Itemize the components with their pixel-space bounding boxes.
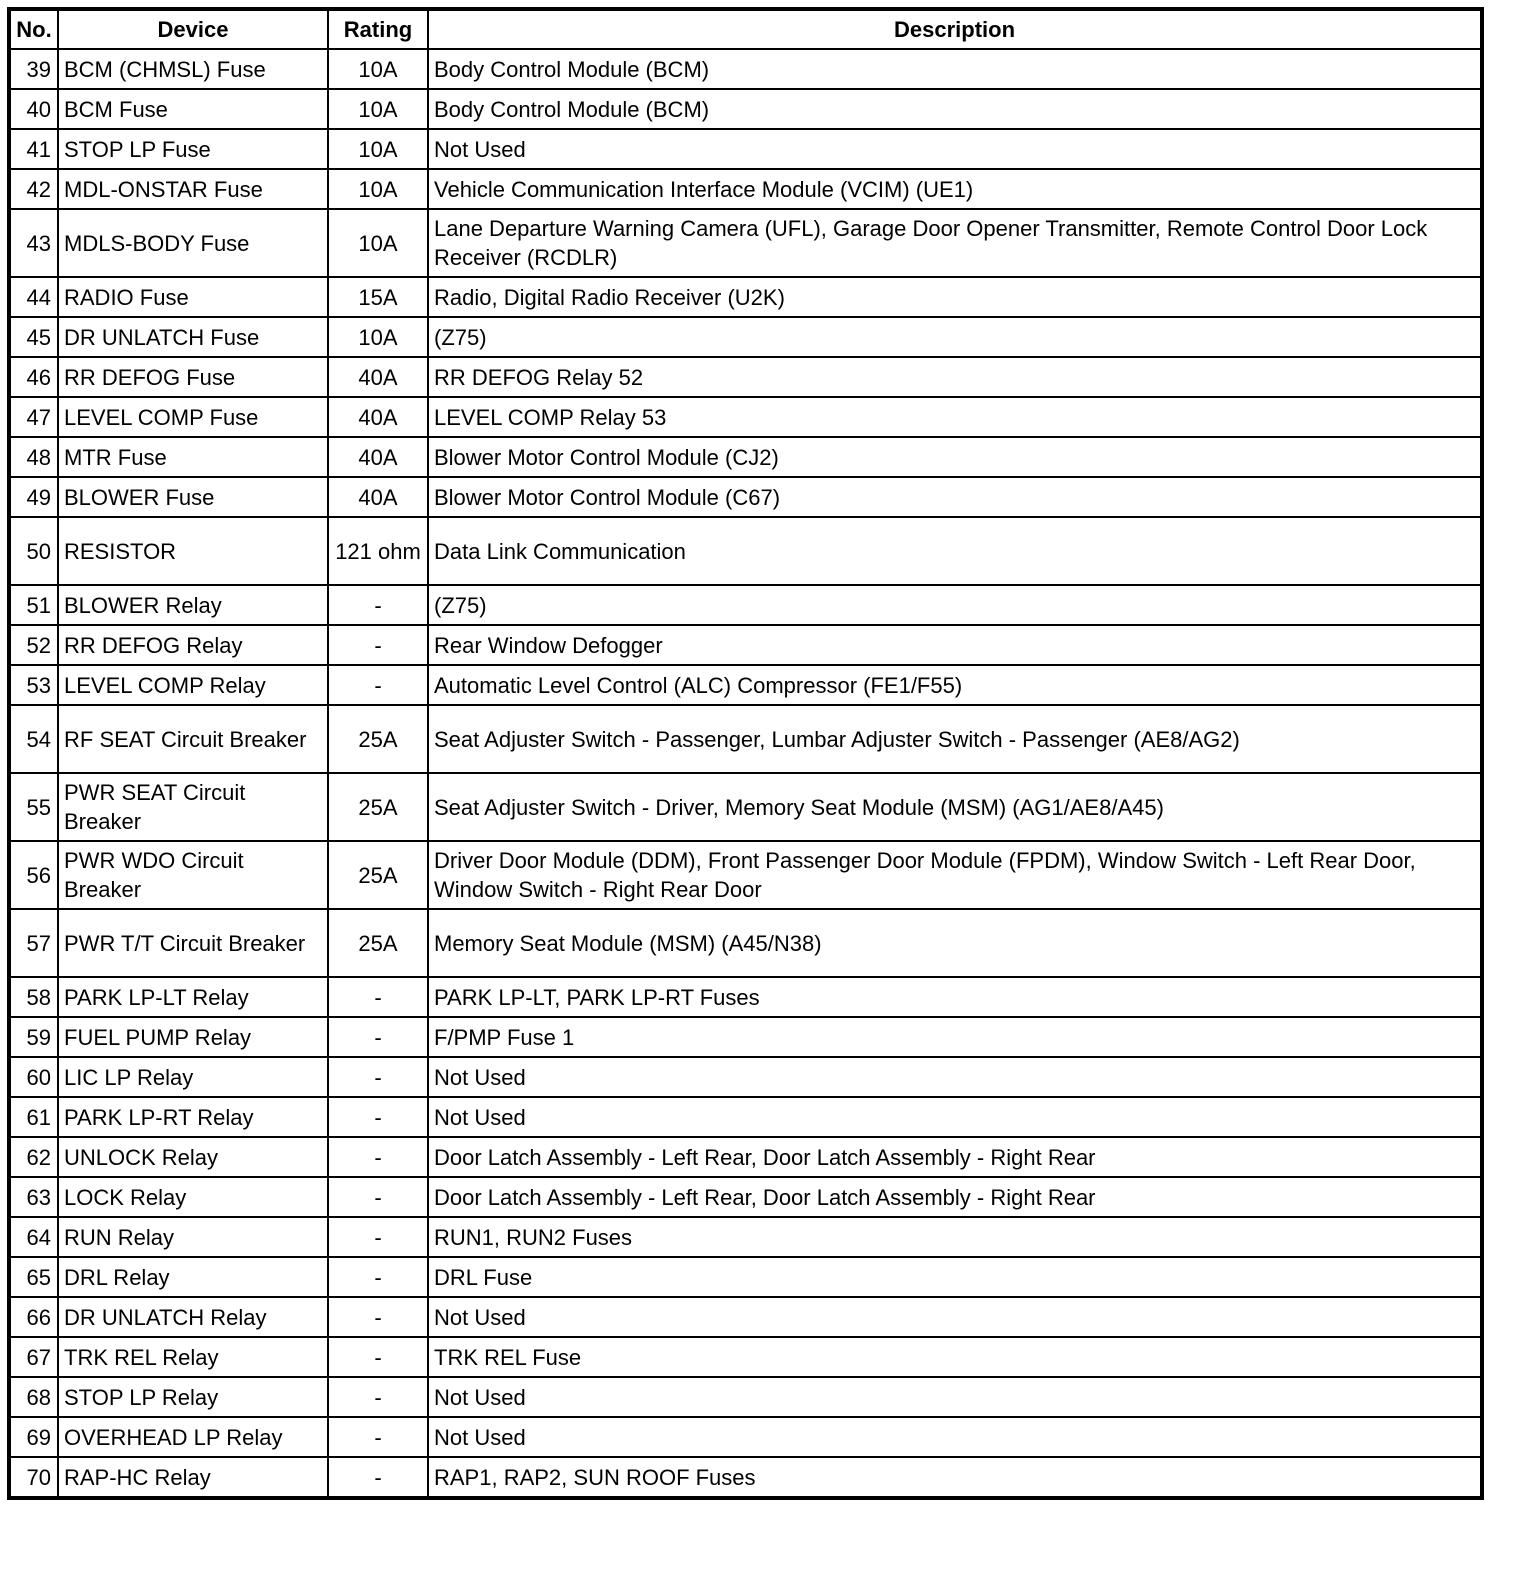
- cell-no: 61: [9, 1097, 58, 1137]
- cell-device: RADIO Fuse: [58, 277, 328, 317]
- fuse-relay-table: [7, 7, 1484, 1500]
- header-row: [9, 9, 1482, 49]
- table-row: [9, 909, 1482, 977]
- cell-rating: 10A: [328, 49, 428, 89]
- cell-device: BCM (CHMSL) Fuse: [58, 49, 328, 89]
- cell-description: Not Used: [428, 1377, 1482, 1417]
- cell-no: 43: [9, 209, 58, 277]
- table-row: [9, 1177, 1482, 1217]
- cell-rating: 10A: [328, 317, 428, 357]
- cell-device: RESISTOR: [58, 517, 328, 585]
- cell-rating: 25A: [328, 773, 428, 841]
- table-row: [9, 1137, 1482, 1177]
- cell-device: STOP LP Fuse: [58, 129, 328, 169]
- cell-no: 40: [9, 89, 58, 129]
- table-row: [9, 1457, 1482, 1498]
- cell-description: Not Used: [428, 129, 1482, 169]
- cell-description: Not Used: [428, 1097, 1482, 1137]
- cell-no: 51: [9, 585, 58, 625]
- cell-rating: 10A: [328, 89, 428, 129]
- cell-description: Blower Motor Control Module (C67): [428, 477, 1482, 517]
- cell-no: 63: [9, 1177, 58, 1217]
- cell-rating: 25A: [328, 909, 428, 977]
- cell-no: 58: [9, 977, 58, 1017]
- cell-device: PARK LP-RT Relay: [58, 1097, 328, 1137]
- cell-device: DR UNLATCH Fuse: [58, 317, 328, 357]
- cell-no: 54: [9, 705, 58, 773]
- table-row: [9, 397, 1482, 437]
- cell-no: 48: [9, 437, 58, 477]
- table-row: [9, 625, 1482, 665]
- cell-no: 49: [9, 477, 58, 517]
- table-row: [9, 1337, 1482, 1377]
- cell-device: PARK LP-LT Relay: [58, 977, 328, 1017]
- cell-no: 57: [9, 909, 58, 977]
- table-row: [9, 89, 1482, 129]
- table-row: [9, 49, 1482, 89]
- cell-description: Driver Door Module (DDM), Front Passenger Door Module (FPDM), Window Switch - Left Rear Door, Window Switch - Right Rear Door: [428, 841, 1482, 909]
- cell-device: RR DEFOG Fuse: [58, 357, 328, 397]
- cell-no: 59: [9, 1017, 58, 1057]
- cell-no: 56: [9, 841, 58, 909]
- cell-rating: 10A: [328, 129, 428, 169]
- cell-device: UNLOCK Relay: [58, 1137, 328, 1177]
- table-row: [9, 585, 1482, 625]
- cell-description: (Z75): [428, 317, 1482, 357]
- cell-no: 62: [9, 1137, 58, 1177]
- cell-rating: -: [328, 1337, 428, 1377]
- cell-device: RF SEAT Circuit Breaker: [58, 705, 328, 773]
- table-row: [9, 357, 1482, 397]
- cell-rating: -: [328, 1057, 428, 1097]
- cell-device: FUEL PUMP Relay: [58, 1017, 328, 1057]
- cell-no: 46: [9, 357, 58, 397]
- cell-device: LIC LP Relay: [58, 1057, 328, 1097]
- cell-no: 65: [9, 1257, 58, 1297]
- cell-rating: -: [328, 1257, 428, 1297]
- cell-no: 52: [9, 625, 58, 665]
- cell-no: 41: [9, 129, 58, 169]
- table-row: [9, 1377, 1482, 1417]
- cell-rating: -: [328, 1137, 428, 1177]
- cell-rating: 15A: [328, 277, 428, 317]
- table-row: [9, 209, 1482, 277]
- cell-no: 60: [9, 1057, 58, 1097]
- cell-description: F/PMP Fuse 1: [428, 1017, 1482, 1057]
- cell-rating: -: [328, 1097, 428, 1137]
- cell-no: 64: [9, 1217, 58, 1257]
- table-row: [9, 477, 1482, 517]
- cell-description: Door Latch Assembly - Left Rear, Door Latch Assembly - Right Rear: [428, 1177, 1482, 1217]
- cell-description: PARK LP-LT, PARK LP-RT Fuses: [428, 977, 1482, 1017]
- cell-no: 68: [9, 1377, 58, 1417]
- cell-description: Rear Window Defogger: [428, 625, 1482, 665]
- cell-device: DR UNLATCH Relay: [58, 1297, 328, 1337]
- cell-rating: 25A: [328, 841, 428, 909]
- cell-description: LEVEL COMP Relay 53: [428, 397, 1482, 437]
- table-row: [9, 665, 1482, 705]
- cell-rating: -: [328, 1217, 428, 1257]
- cell-rating: -: [328, 1377, 428, 1417]
- cell-no: 70: [9, 1457, 58, 1498]
- table-row: [9, 977, 1482, 1017]
- cell-description: Seat Adjuster Switch - Passenger, Lumbar Adjuster Switch - Passenger (AE8/AG2): [428, 705, 1482, 773]
- cell-description: Not Used: [428, 1417, 1482, 1457]
- cell-no: 42: [9, 169, 58, 209]
- cell-description: RR DEFOG Relay 52: [428, 357, 1482, 397]
- cell-device: MDL-ONSTAR Fuse: [58, 169, 328, 209]
- cell-rating: -: [328, 625, 428, 665]
- cell-device: PWR WDO Circuit Breaker: [58, 841, 328, 909]
- cell-device: BLOWER Relay: [58, 585, 328, 625]
- table-body: [9, 49, 1482, 1498]
- cell-no: 39: [9, 49, 58, 89]
- cell-rating: -: [328, 977, 428, 1017]
- header-no: No.: [9, 9, 58, 49]
- cell-device: MDLS-BODY Fuse: [58, 209, 328, 277]
- cell-device: LOCK Relay: [58, 1177, 328, 1217]
- cell-device: BLOWER Fuse: [58, 477, 328, 517]
- cell-rating: -: [328, 1457, 428, 1498]
- cell-description: Memory Seat Module (MSM) (A45/N38): [428, 909, 1482, 977]
- cell-no: 69: [9, 1417, 58, 1457]
- cell-description: Body Control Module (BCM): [428, 89, 1482, 129]
- cell-rating: -: [328, 665, 428, 705]
- header-description: Description: [428, 9, 1482, 49]
- cell-description: RAP1, RAP2, SUN ROOF Fuses: [428, 1457, 1482, 1498]
- cell-device: DRL Relay: [58, 1257, 328, 1297]
- cell-no: 50: [9, 517, 58, 585]
- cell-description: (Z75): [428, 585, 1482, 625]
- cell-rating: 10A: [328, 169, 428, 209]
- cell-rating: -: [328, 1417, 428, 1457]
- cell-rating: -: [328, 585, 428, 625]
- cell-rating: 40A: [328, 437, 428, 477]
- cell-device: MTR Fuse: [58, 437, 328, 477]
- cell-device: OVERHEAD LP Relay: [58, 1417, 328, 1457]
- header-device: Device: [58, 9, 328, 49]
- cell-rating: 121 ohm: [328, 517, 428, 585]
- cell-device: LEVEL COMP Fuse: [58, 397, 328, 437]
- cell-no: 47: [9, 397, 58, 437]
- cell-device: RR DEFOG Relay: [58, 625, 328, 665]
- cell-description: Blower Motor Control Module (CJ2): [428, 437, 1482, 477]
- cell-description: Door Latch Assembly - Left Rear, Door Latch Assembly - Right Rear: [428, 1137, 1482, 1177]
- table-row: [9, 1297, 1482, 1337]
- cell-rating: 25A: [328, 705, 428, 773]
- cell-description: Not Used: [428, 1297, 1482, 1337]
- cell-rating: -: [328, 1297, 428, 1337]
- table-row: [9, 1017, 1482, 1057]
- cell-rating: -: [328, 1017, 428, 1057]
- table-row: [9, 1257, 1482, 1297]
- cell-description: TRK REL Fuse: [428, 1337, 1482, 1377]
- table-row: [9, 705, 1482, 773]
- cell-description: DRL Fuse: [428, 1257, 1482, 1297]
- table-row: [9, 277, 1482, 317]
- cell-device: LEVEL COMP Relay: [58, 665, 328, 705]
- cell-description: Seat Adjuster Switch - Driver, Memory Seat Module (MSM) (AG1/AE8/A45): [428, 773, 1482, 841]
- table-row: [9, 1057, 1482, 1097]
- cell-description: RUN1, RUN2 Fuses: [428, 1217, 1482, 1257]
- cell-description: Automatic Level Control (ALC) Compressor (FE1/F55): [428, 665, 1482, 705]
- cell-no: 44: [9, 277, 58, 317]
- cell-description: Data Link Communication: [428, 517, 1482, 585]
- cell-description: Radio, Digital Radio Receiver (U2K): [428, 277, 1482, 317]
- table-row: [9, 517, 1482, 585]
- cell-device: RUN Relay: [58, 1217, 328, 1257]
- cell-device: TRK REL Relay: [58, 1337, 328, 1377]
- cell-description: Vehicle Communication Interface Module (VCIM) (UE1): [428, 169, 1482, 209]
- cell-no: 45: [9, 317, 58, 357]
- table-row: [9, 773, 1482, 841]
- header-rating: Rating: [328, 9, 428, 49]
- table-row: [9, 1097, 1482, 1137]
- table-row: [9, 169, 1482, 209]
- cell-device: STOP LP Relay: [58, 1377, 328, 1417]
- cell-device: PWR T/T Circuit Breaker: [58, 909, 328, 977]
- table-row: [9, 317, 1482, 357]
- cell-rating: 40A: [328, 357, 428, 397]
- cell-no: 55: [9, 773, 58, 841]
- cell-description: Body Control Module (BCM): [428, 49, 1482, 89]
- cell-description: Lane Departure Warning Camera (UFL), Garage Door Opener Transmitter, Remote Control Door Lock Receiver (RCDLR): [428, 209, 1482, 277]
- cell-rating: 40A: [328, 477, 428, 517]
- cell-rating: -: [328, 1177, 428, 1217]
- cell-no: 67: [9, 1337, 58, 1377]
- table-row: [9, 1417, 1482, 1457]
- table-row: [9, 841, 1482, 909]
- cell-no: 53: [9, 665, 58, 705]
- table-row: [9, 129, 1482, 169]
- cell-description: Not Used: [428, 1057, 1482, 1097]
- cell-no: 66: [9, 1297, 58, 1337]
- cell-rating: 10A: [328, 209, 428, 277]
- cell-device: RAP-HC Relay: [58, 1457, 328, 1498]
- cell-rating: 40A: [328, 397, 428, 437]
- table-row: [9, 437, 1482, 477]
- cell-device: BCM Fuse: [58, 89, 328, 129]
- cell-device: PWR SEAT Circuit Breaker: [58, 773, 328, 841]
- table-row: [9, 1217, 1482, 1257]
